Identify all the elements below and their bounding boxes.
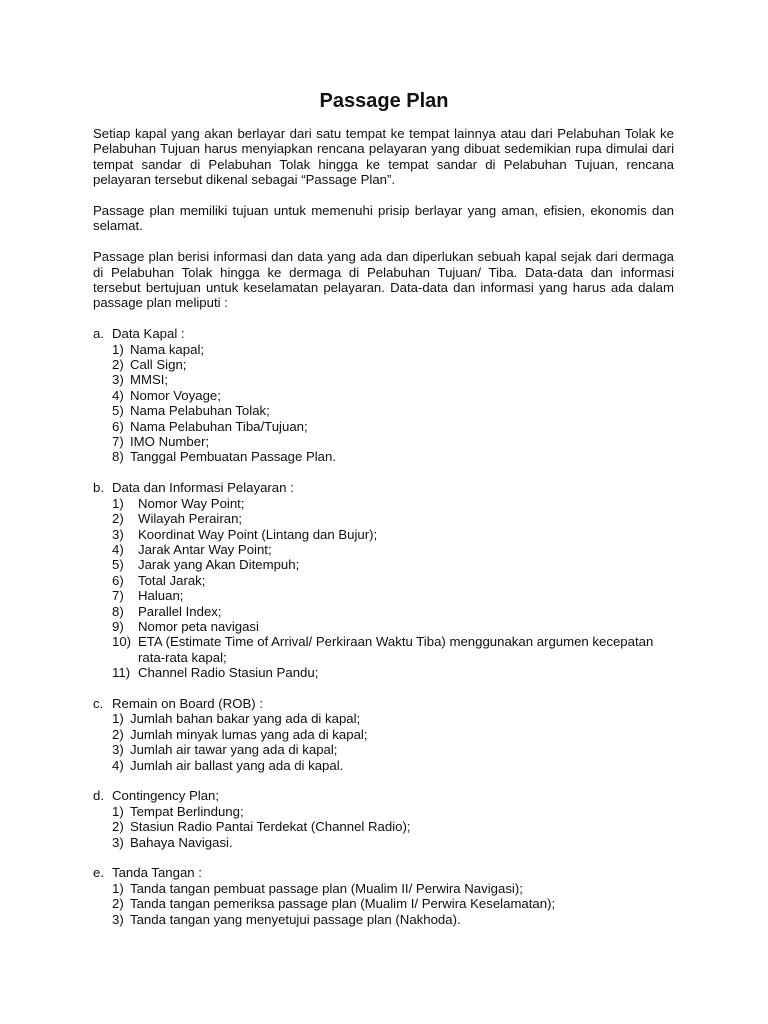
list-item (93, 449, 674, 464)
list-item (93, 357, 674, 372)
item-number: 4) (112, 757, 124, 773)
list-item (93, 511, 674, 526)
item-number: 1) (112, 341, 124, 357)
item-text: Tempat Berlindung; (130, 803, 244, 819)
content-paragraph: Passage plan berisi informasi dan data yang ada dan diperlukan sebuah kapal sejak dari dermaga di Pelabuhan Tolak hingga ke dermaga di Pelabuhan Tujuan/ Tiba. Data-data dan informasi tersebut bertujuan untuk keselamatan pelayaran. Data-data dan informasi yang harus ada dalam passage plan meliputi : (93, 249, 674, 311)
section-items (93, 881, 674, 927)
section-data-informasi-pelayaran (93, 480, 674, 680)
item-text: Jarak Antar Way Point; (138, 541, 272, 557)
item-number: 6) (112, 418, 124, 434)
item-text: Tanda tangan yang menyetujui passage plan (Nakhoda). (130, 911, 461, 927)
section-contingency-plan (93, 788, 674, 850)
item-number: 5) (112, 557, 124, 573)
section-heading-text: Contingency Plan; (112, 788, 220, 804)
list-item (93, 804, 674, 819)
item-text: Haluan; (138, 588, 184, 604)
list-item (93, 372, 674, 387)
list-item (93, 819, 674, 834)
section-heading-text: Remain on Board (ROB) : (112, 695, 263, 711)
item-text: Total Jarak; (138, 572, 206, 588)
list-item (93, 727, 674, 742)
item-number: 1) (112, 711, 124, 727)
item-number: 1) (112, 803, 124, 819)
list-item (93, 588, 674, 603)
intro-paragraph: Setiap kapal yang akan berlayar dari satu tempat ke tempat lainnya atau dari Pelabuhan Tolak ke Pelabuhan Tujuan harus menyiapkan rencana pelayaran yang dibuat sedemikian rupa dimulai dari tempat sandar di Pelabuhan Tolak hingga ke tempat sandar di Pelabuhan Tujuan, rencana pelayaran tersebut dikenal sebagai “Passage Plan”. (93, 126, 674, 188)
item-text: Jarak yang Akan Ditempuh; (138, 557, 300, 573)
item-number: 3) (112, 372, 124, 388)
item-text: Nama Pelabuhan Tolak; (130, 403, 270, 419)
item-number: 3) (112, 834, 124, 850)
item-number: 7) (112, 434, 124, 450)
item-number: 8) (112, 449, 124, 465)
section-heading-text: Data dan Informasi Pelayaran : (112, 480, 294, 496)
item-text: Stasiun Radio Pantai Terdekat (Channel Radio); (130, 819, 411, 835)
item-text: Nomor peta navigasi (138, 618, 259, 634)
item-number: 11) (112, 665, 131, 681)
item-number: 7) (112, 588, 124, 604)
section-items (93, 711, 674, 773)
item-number: 5) (112, 403, 124, 419)
item-text: Parallel Index; (138, 603, 222, 619)
purpose-paragraph: Passage plan memiliki tujuan untuk memenuhi prisip berlayar yang aman, efisien, ekonomis dan selamat. (93, 203, 674, 234)
list-item (93, 527, 674, 542)
list-item (93, 403, 674, 418)
section-remain-on-board (93, 696, 674, 773)
section-data-kapal (93, 326, 674, 465)
list-item (93, 912, 674, 927)
item-number: 10) (112, 634, 132, 650)
item-number: 3) (112, 526, 124, 542)
section-letter: c. (93, 695, 104, 711)
list-item (93, 758, 674, 773)
item-number: 1) (112, 880, 124, 896)
list-item (93, 665, 674, 680)
item-text: Jumlah air ballast yang ada di kapal. (130, 757, 344, 773)
section-letter: d. (93, 788, 104, 804)
item-text: Nomor Way Point; (138, 495, 245, 511)
list-item (93, 742, 674, 757)
item-text: MMSI; (130, 372, 169, 388)
item-number: 2) (112, 511, 124, 527)
item-text: IMO Number; (130, 434, 210, 450)
list-item (93, 619, 674, 634)
item-text: Nama Pelabuhan Tiba/Tujuan; (130, 418, 308, 434)
section-heading (93, 326, 674, 341)
item-text: Bahaya Navigasi. (130, 834, 233, 850)
item-text: Wilayah Perairan; (138, 511, 243, 527)
section-tanda-tangan (93, 865, 674, 927)
section-heading (93, 788, 674, 803)
list-item (93, 419, 674, 434)
list-item (93, 896, 674, 911)
item-number: 2) (112, 896, 124, 912)
list-item (93, 634, 674, 665)
item-number: 3) (112, 742, 124, 758)
list-item (93, 557, 674, 572)
item-text: Koordinat Way Point (Lintang dan Bujur); (138, 526, 378, 542)
list-item (93, 542, 674, 557)
item-number: 2) (112, 819, 124, 835)
item-text: Nama kapal; (130, 341, 205, 357)
item-number: 4) (112, 387, 124, 403)
item-text: Tanggal Pembuatan Passage Plan. (130, 449, 337, 465)
item-text: Jumlah air tawar yang ada di kapal; (130, 742, 338, 758)
item-text: Jumlah minyak lumas yang ada di kapal; (130, 726, 368, 742)
section-letter: a. (93, 326, 104, 342)
document-body (93, 126, 674, 942)
item-text: Tanda tangan pemeriksa passage plan (Mualim I/ Perwira Keselamatan); (130, 896, 556, 912)
section-heading (93, 865, 674, 880)
list-item (93, 496, 674, 511)
item-number: 6) (112, 572, 124, 588)
section-heading (93, 696, 674, 711)
list-item (93, 711, 674, 726)
item-number: 2) (112, 726, 124, 742)
item-number: 8) (112, 603, 124, 619)
item-text: Jumlah bahan bakar yang ada di kapal; (130, 711, 361, 727)
section-letter: e. (93, 865, 104, 881)
list-item (93, 835, 674, 850)
item-number: 9) (112, 618, 124, 634)
item-text: Nomor Voyage; (130, 387, 221, 403)
list-item (93, 342, 674, 357)
item-number: 4) (112, 541, 124, 557)
item-number: 1) (112, 495, 124, 511)
item-text: ETA (Estimate Time of Arrival/ Perkiraan Waktu Tiba) menggunakan argumen kecepatan rata-rata kapal; (138, 634, 654, 665)
item-text: Call Sign; (130, 357, 187, 373)
list-item (93, 881, 674, 896)
section-heading-text: Tanda Tangan : (112, 865, 202, 881)
list-item (93, 388, 674, 403)
item-number: 3) (112, 911, 124, 927)
item-text: Channel Radio Stasiun Pandu; (138, 665, 319, 681)
section-heading-text: Data Kapal : (112, 326, 185, 342)
item-text: Tanda tangan pembuat passage plan (Mualim II/ Perwira Navigasi); (130, 880, 523, 896)
item-number: 2) (112, 357, 124, 373)
list-item (93, 573, 674, 588)
section-items (93, 496, 674, 681)
list-item (93, 604, 674, 619)
section-items (93, 342, 674, 465)
section-items (93, 804, 674, 850)
section-heading (93, 480, 674, 495)
document-title: Passage Plan (319, 90, 449, 112)
section-letter: b. (93, 480, 104, 496)
list-item (93, 434, 674, 449)
